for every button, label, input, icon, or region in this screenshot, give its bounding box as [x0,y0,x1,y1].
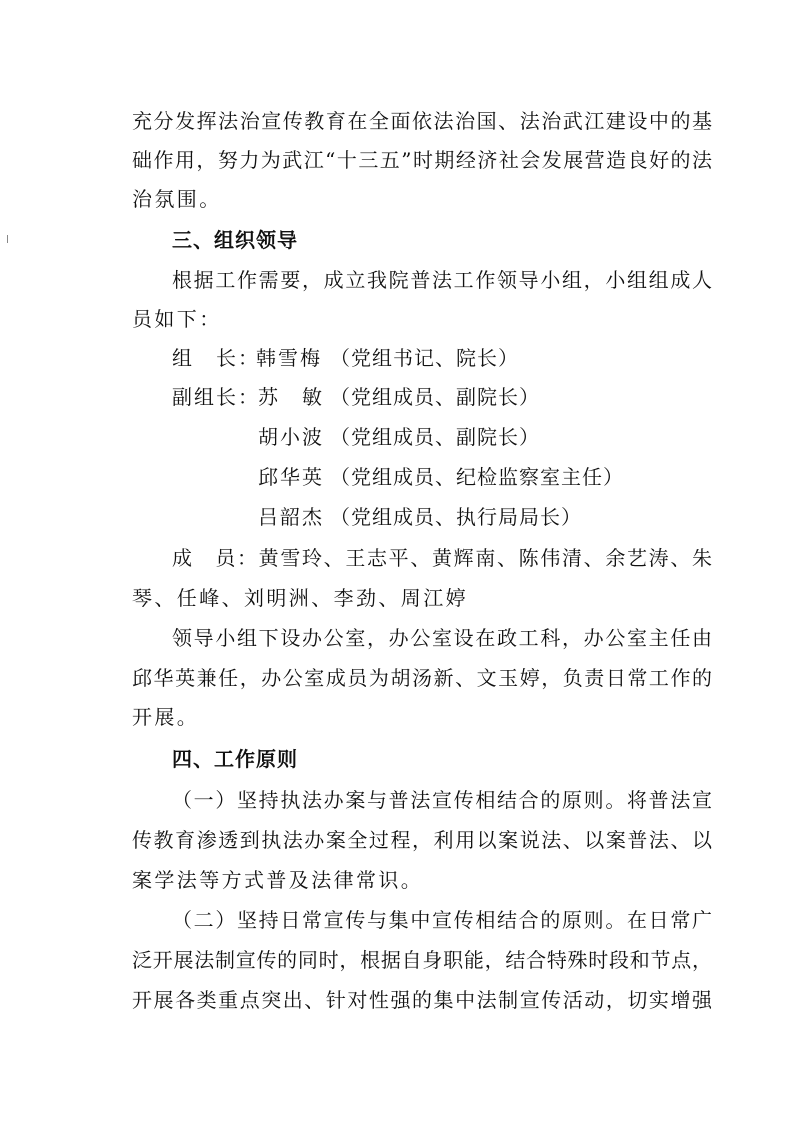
deputy-role: （党组成员、副院长） [330,385,540,409]
intro-line-2: 础作用，努力为武江“十三五”时期经济社会发展营造良好的法 [132,148,712,172]
principle1-line-1: （一）坚持执法办案与普法宣传相结合的原则。将普法宣 [172,788,712,812]
deputy-role: （党组成员、副院长） [330,425,540,449]
section-heading-organization: 三、组织领导 [172,228,298,252]
deputy-name: 胡小波 [258,425,324,449]
office-line-3: 开展。 [132,705,200,729]
members-line-2: 琴、任峰、刘明洲、李劲、周江婷 [132,586,468,610]
principle2-line-1: （二）坚持日常宣传与集中宣传相结合的原则。在日常广 [172,908,712,932]
section3-intro-line-2: 员如下： [132,307,222,331]
leader-label: 组 长： [172,346,260,370]
deputy-name: 邱华英 [258,465,324,489]
office-line-2: 邱华英兼任，办公室成员为胡汤新、文玉婷，负责日常工作的 [132,666,712,690]
leader-role: （党组书记、院长） [330,346,519,370]
margin-mark [7,235,8,243]
deputy-name: 苏 敏 [258,385,324,409]
members-line-1: 成 员：黄雪玲、王志平、黄辉南、陈伟清、余艺涛、朱 [172,546,712,570]
deputy-role: （党组成员、纪检监察室主任） [330,465,624,489]
intro-line-3: 治氛围。 [132,187,222,211]
deputy-role: （党组成员、执行局局长） [330,505,582,529]
section3-intro-line-1: 根据工作需要，成立我院普法工作领导小组，小组组成人 [172,268,712,292]
office-line-1: 领导小组下设办公室，办公室设在政工科，办公室主任由 [172,626,712,650]
principle2-line-2: 泛开展法制宣传的同时，根据自身职能，结合特殊时段和节点， [132,948,712,972]
section-heading-principles: 四、工作原则 [172,747,298,771]
leader-name: 韩雪梅 [256,346,322,370]
principle1-line-2: 传教育渗透到执法办案全过程，利用以案说法、以案普法、以 [132,828,712,852]
deputy-name: 吕韶杰 [258,505,324,529]
intro-line-1: 充分发挥法治宣传教育在全面依法治国、法治武江建设中的基 [132,109,712,133]
principle1-line-3: 案学法等方式普及法律常识。 [132,868,424,892]
principle2-line-3: 开展各类重点突出、针对性强的集中法制宣传活动，切实增强 [132,988,712,1012]
deputy-label: 副组长： [172,385,260,409]
